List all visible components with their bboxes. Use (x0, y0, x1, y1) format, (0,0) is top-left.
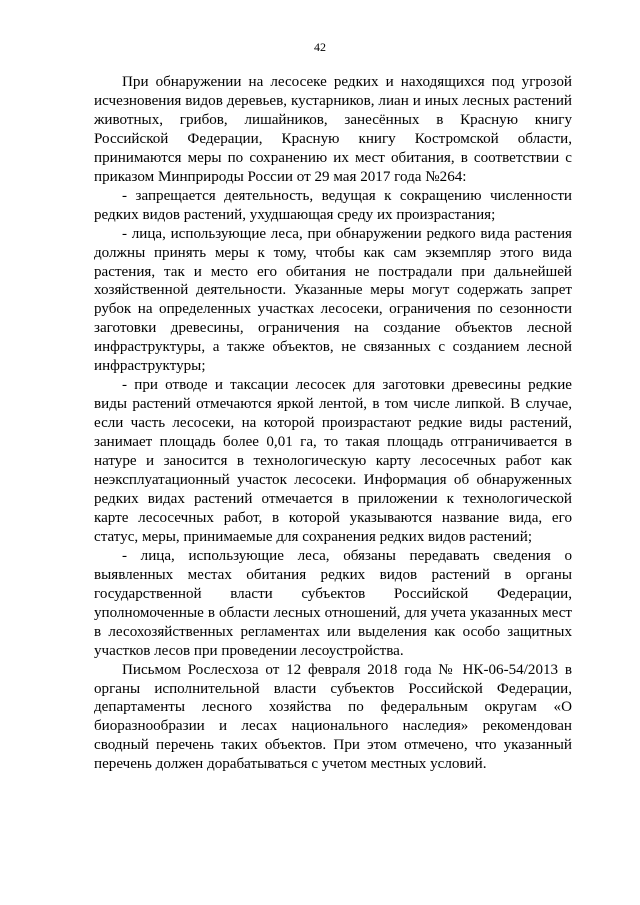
paragraph-list-item: - запрещается деятельность, ведущая к сокращению численности редких видов растений, ухудшающая среду их произрастания; (94, 187, 572, 223)
paragraph-rosleshoz-letter: Письмом Рослесхоза от 12 февраля 2018 года № НК-06-54/2013 в органы исполнительной власти субъектов Российской Федерации, департаменты лесного хозяйства по федеральным округам «О биоразнообразии и лесах национального наследия» рекомендован сводный перечень таких объектов. При этом отмечено, что указанный перечень должен дорабатываться с учетом местных условий. (94, 661, 572, 773)
document-body (94, 73, 572, 774)
page-number: 42 (314, 40, 326, 54)
paragraph-list-item: - лица, использующие леса, при обнаружении редкого вида растения должны принять меры к тому, чтобы как сам экземпляр этого вида растения, так и место его обитания не пострадали при дальнейшей хозяйственной деятельности. Указанные меры могут содержать запрет рубок на определенных участках лесосеки, ограничения по сезонности заготовки древесины, ограничения на создание объектов лесной инфраструктуры, а также объектов, не связанных с созданием лесной инфраструктуры; (94, 225, 572, 375)
paragraph-list-item: - лица, использующие леса, обязаны передавать сведения о выявленных местах обитания редких видов растений в органы государственной власти субъектов Российской Федерации, уполномоченные в области лесных отношений, для учета указанных мест в лесохозяйственных регламентах или выделения как особо защитных участков лесов при проведении лесоустройства. (94, 547, 572, 659)
paragraph-intro: При обнаружении на лесосеке редких и находящихся под угрозой исчезновения видов деревьев, кустарников, лиан и иных лесных растений животных, грибов, лишайников, занесённых в Красную книгу Российской Федерации, Красную книгу Костромской области, принимаются меры по сохранению их мест обитания, в соответствии с приказом Минприроды России от 29 мая 2017 года №264: (94, 74, 572, 185)
paragraph-list-item: - при отводе и таксации лесосек для заготовки древесины редкие виды растений отмечаются яркой лентой, в том числе липкой. В случае, если часть лесосеки, на которой произрастают редкие виды растений, занимает площадь более 0,01 га, то такая площадь отграничивается в натуре и заносится в технологическую карту лесосечных работ как неэксплуатационный участок лесосеки. Информация об обнаруженных редких видах растений отмечается в приложении к технологической карте лесосечных работ, в которой указываются название вида, его статус, меры, принимаемые для сохранения редких видов растений; (94, 377, 572, 545)
